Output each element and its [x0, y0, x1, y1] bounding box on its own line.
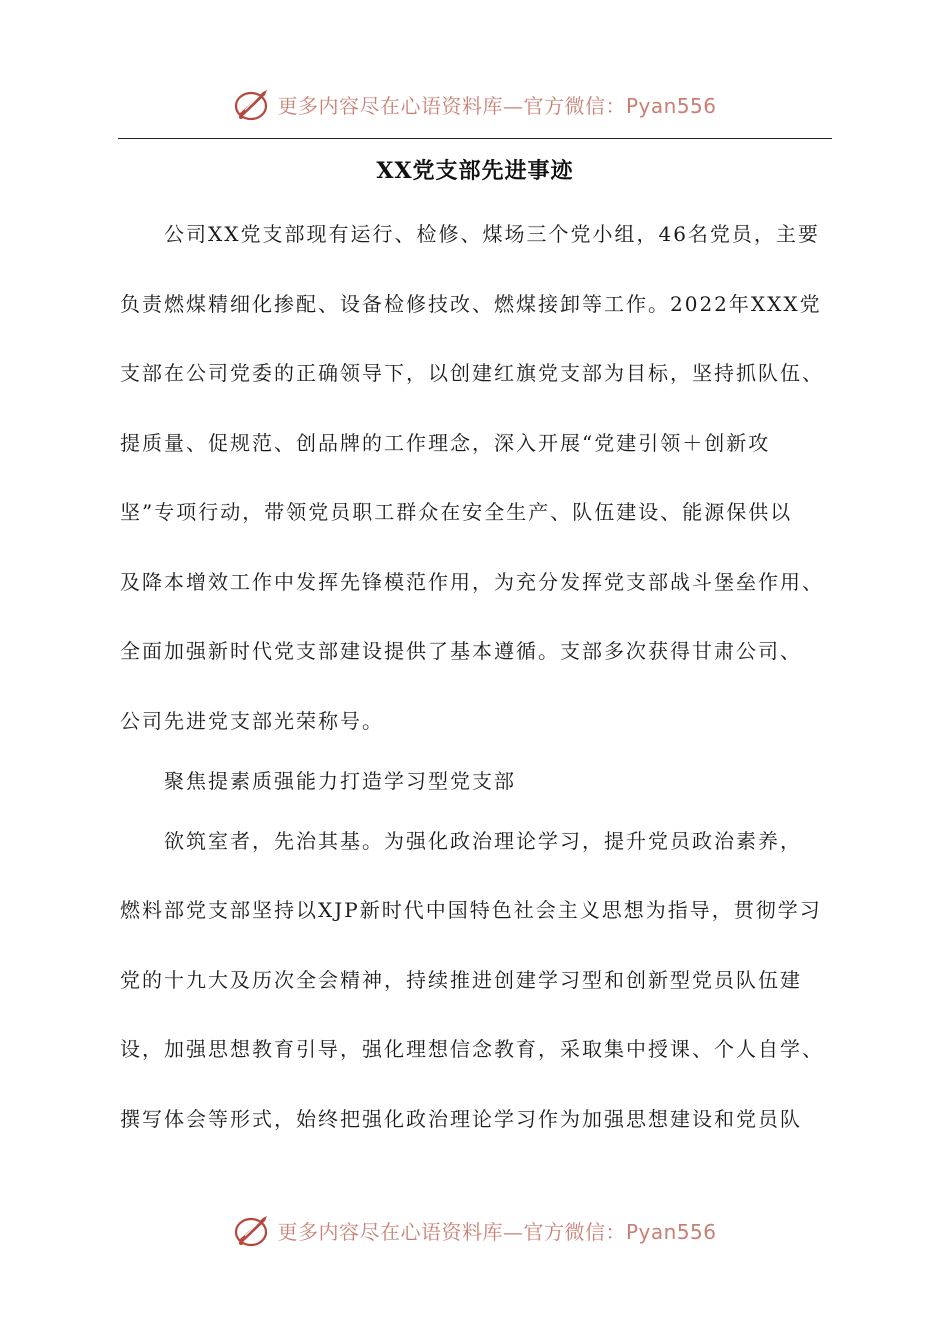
watermark-text: [277, 90, 716, 119]
header-divider: [118, 138, 832, 139]
watermark-site-name: 更多内容尽在心语资料库: [277, 1219, 503, 1244]
body-line: 坚”专项行动，带领党员职工群众在安全生产、队伍建设、能源保供以: [120, 500, 793, 524]
body-line: 撰写体会等形式，始终把强化政治理论学习作为加强思想建设和党员队: [120, 1106, 802, 1131]
body-line: 公司先进党支部光荣称号。: [120, 708, 384, 733]
body-line: 欲筑室者，先治其基。为强化政治理论学习，提升党员政治素养，: [164, 828, 802, 853]
footer-watermark: [0, 1208, 950, 1252]
watermark-wechat-id: Pyan556: [625, 1219, 717, 1244]
quill-pen-logo-icon: [233, 84, 273, 124]
body-line: 提质量、促规范、创品牌的工作理念，深入开展“党建引领＋创新攻: [120, 430, 771, 455]
document-body: [120, 216, 834, 1170]
watermark-wechat-label: 官方微信：: [523, 1219, 626, 1244]
body-line: 及降本增效工作中发挥先锋模范作用，为充分发挥党支部战斗堡垒作用、: [120, 569, 824, 594]
body-line: 党的十九大及历次全会精神，持续推进创建学习型和创新型党员队伍建: [120, 967, 802, 992]
body-line: 负责燃煤精细化掺配、设备检修技改、燃煤接卸等工作。2022年XXX党: [120, 291, 822, 316]
body-line: 设，加强思想教育引导，强化理想信念教育，采取集中授课、个人自学、: [120, 1037, 824, 1061]
body-line: 燃料部党支部坚持以XJP新时代中国特色社会主义思想为指导，贯彻学习: [120, 898, 822, 922]
watermark-wechat-id: Pyan556: [625, 93, 717, 118]
watermark-text: [277, 1216, 716, 1245]
body-line: 公司XX党支部现有运行、检修、煤场三个党小组，46名党员，主要: [164, 222, 820, 246]
section-heading: 聚焦提素质强能力打造学习型党支部: [164, 768, 516, 793]
watermark-separator: —: [502, 1219, 524, 1244]
watermark-site-name: 更多内容尽在心语资料库: [277, 93, 503, 118]
header-watermark: [0, 82, 950, 126]
quill-pen-logo-icon: [233, 1210, 273, 1250]
body-line: 支部在公司党委的正确领导下，以创建红旗党支部为目标，坚持抓队伍、: [120, 361, 824, 385]
watermark-wechat-label: 官方微信：: [523, 93, 626, 118]
watermark-separator: —: [502, 93, 524, 118]
body-line: 全面加强新时代党支部建设提供了基本遵循。支部多次获得甘肃公司、: [120, 639, 802, 663]
document-title: XX党支部先进事迹: [376, 158, 574, 184]
